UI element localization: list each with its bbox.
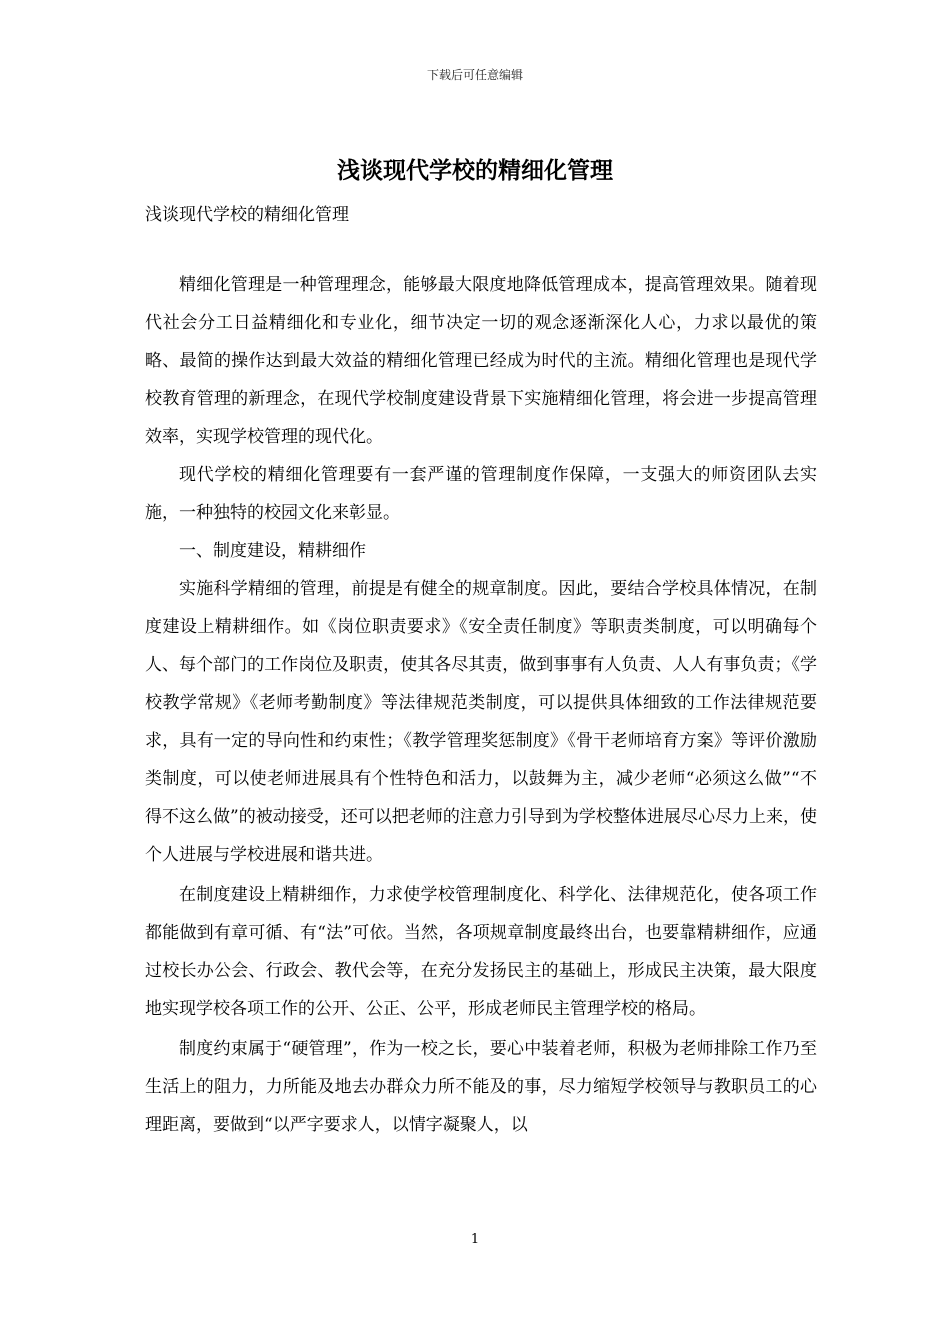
- paragraph-overview: 现代学校的精细化管理要有一套严谨的管理制度作保障，一支强大的师资团队去实施，一种独特的校园文化来彰显。: [145, 465, 817, 523]
- document-title: 浅谈现代学校的精细化管理: [337, 157, 613, 184]
- paragraph-system-building: 在制度建设上精耕细作，力求使学校管理制度化、科学化、法律规范化，使各项工作都能做到有章可循、有“法”可依。当然，各项规章制度最终出台，也要靠精耕细作，应通过校长办公会、行政会、教代会等，在充分发扬民主的基础上，形成民主决策，最大限度地实现学校各项工作的公开、公正、公平，形成老师民主管理学校的格局。: [145, 885, 817, 1019]
- document-body: [145, 266, 817, 1144]
- paragraph-hard-management: 制度约束属于“硬管理”，作为一校之长，要心中装着老师，积极为老师排除工作乃至生活上的阻力，力所能及地去办群众力所不能及的事，尽力缩短学校领导与教职员工的心理距离，要做到“以严字要求人，以情字凝聚人，以: [145, 1039, 817, 1135]
- document-subtitle: 浅谈现代学校的精细化管理: [145, 205, 349, 225]
- paragraph-intro: 精细化管理是一种管理理念，能够最大限度地降低管理成本，提高管理效果。随着现代社会分工日益精细化和专业化，细节决定一切的观念逐渐深化人心，力求以最优的策略、最简的操作达到最大效益的精细化管理已经成为时代的主流。精细化管理也是现代学校教育管理的新理念，在现代学校制度建设背景下实施精细化管理，将会进一步提高管理效率，实现学校管理的现代化。: [145, 275, 817, 447]
- section-heading-1: 一、制度建设，精耕细作: [179, 541, 366, 561]
- page-number: 1: [470, 1232, 480, 1247]
- paragraph-regulations: 实施科学精细的管理，前提是有健全的规章制度。因此，要结合学校具体情况，在制度建设上精耕细作。如《岗位职责要求》《安全责任制度》等职责类制度，可以明确每个人、每个部门的工作岗位及职责，使其各尽其责，做到事事有人负责、人人有事负责；《学校教学常规》《老师考勤制度》等法律规范类制度，可以提供具体细致的工作法律规范要求，具有一定的导向性和约束性；《教学管理奖惩制度》《骨干老师培育方案》等评价激励类制度，可以使老师进展具有个性特色和活力，以鼓舞为主，减少老师“必须这么做”“不得不这么做”的被动接受，还可以把老师的注意力引导到为学校整体进展尽心尽力上来，使个人进展与学校进展和谐共进。: [145, 579, 817, 865]
- page-header-note: 下载后可任意编辑: [426, 68, 523, 82]
